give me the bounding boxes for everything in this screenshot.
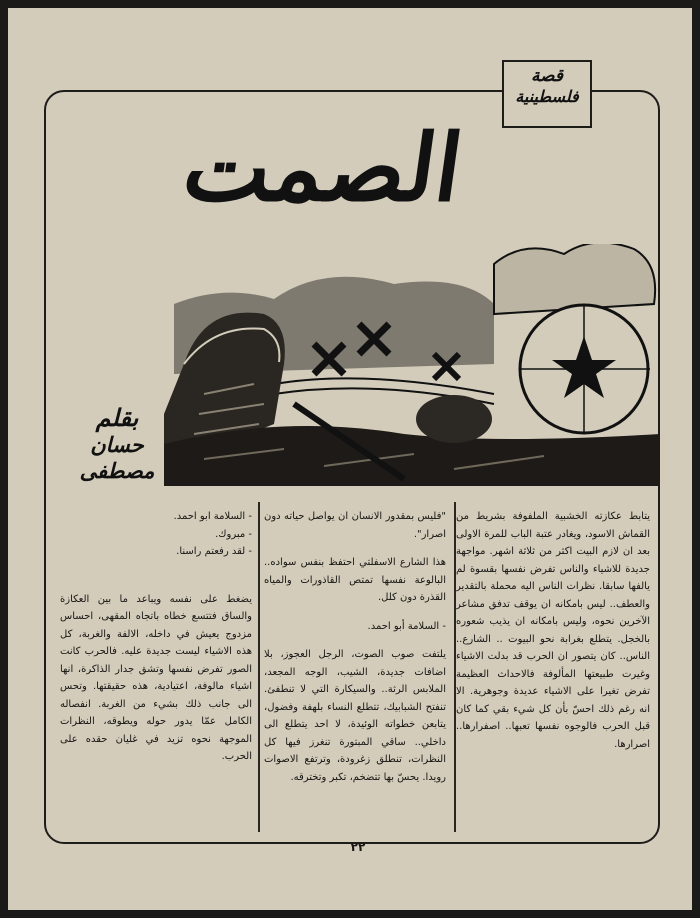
page-number: ٢٢ bbox=[350, 840, 366, 854]
paragraph: يضغط على نفسه ويباعد ما بين العكازة والساق فتتسع خطاه باتجاه المقهى، احساس مزدوج يعيش في داخله، الالفة والغربة، كل هذه الاشياء ليست جديدة عليه. فالحرب كانت الصور تفرض نفسها وتشق جدار الذاكرة، انها اشياء مالوفة، اعتيادية، هذه حقيقتها. وتحس الى جانب ذلك بشيء من الغربة. انفصاله الكامل عمّا يدور حوله ويطوقه، النظرات الموجهة نحوه تزيد في غليان حقده على الحرب. bbox=[60, 593, 252, 762]
text-column-2 bbox=[264, 508, 446, 797]
story-title: الصمت bbox=[176, 114, 470, 222]
paragraph: - مبروك. bbox=[215, 528, 252, 540]
paragraph: - السلامة ابو احمد. bbox=[173, 511, 252, 522]
paragraph: يلتفت صوب الصوت، الرجل العجوز، بلا اضافات جديدة، الشيب، الوجه المجعد، الملابس الرثة.. والسيكارة التي لا تنطفئ. تنفتح الشبابيك، تتطلع النساء بلهفة وفضول، يتابعن خطواته الوئيدة، لا احد يتطلع الى داخلي.. ساقي المبتورة تنغرز فيها كل النظرات، تنطلق زغرودة، وترتفع الاصوات رويدا. يحسّ بها تتضخم، تكبر وتخترقه. bbox=[264, 649, 446, 783]
author-name: حسان مصطفى bbox=[79, 432, 155, 483]
paragraph: - السلامة أبو احمد. bbox=[367, 620, 446, 632]
paragraph: - لقد رفعتم راسنا. bbox=[176, 546, 252, 557]
war-illustration bbox=[164, 244, 660, 486]
magazine-page bbox=[8, 8, 692, 910]
paragraph: يتابط عكازته الخشبية الملفوفة بشريط من القماش الاسود، ويغادر عتبة الباب للمرة الاولى بعد ان لازم البيت اكثر من ثلاثة اشهر. مواجهة جديدة للاشياء والناس تفرض نفسها بقسوة لم يالفها سابقا. نظرات الناس اليه محملة بالتقدير والعطف.. ليس بامكانه ان يوقف تدفق مشاعر الآخرين نحوه، وليس بامكانه ان يذيب شعوره بالخجل. يتطلع بغرابة نحو البيوت .. الشارع.. الناس.. كان يتصور ان الحرب قد بدلت الاشياء وغيرت طبيعتها المألوفة فالاحداث العظيمة تفرض تغيرا على الاشياء عديدة وجوهرية. الا انه رغم ذلك احسّ بأن كل شيء بقي كما كان قبل الحرب فالوجوه نفسها تعبها.. اصفرارها.. اصرارها. bbox=[456, 511, 650, 750]
paragraph: "فليس بمقدور الانسان ان يواصل حياته دون اصرار". bbox=[264, 511, 446, 540]
badge-line-2: فلسطينية bbox=[515, 87, 579, 106]
paragraph: هذا الشارع الاسفلتي احتفظ بنفس سواده.. البالوعة نفسها تمتص القاذورات والمياه القذرة دون كلل. bbox=[264, 557, 446, 603]
text-column-1 bbox=[456, 508, 650, 764]
badge-line-1: قصة bbox=[531, 66, 563, 86]
series-badge bbox=[502, 60, 592, 128]
text-column-3 bbox=[60, 508, 252, 777]
column-divider bbox=[258, 502, 260, 832]
byline-label: بقلم bbox=[95, 403, 139, 432]
byline bbox=[58, 404, 176, 484]
